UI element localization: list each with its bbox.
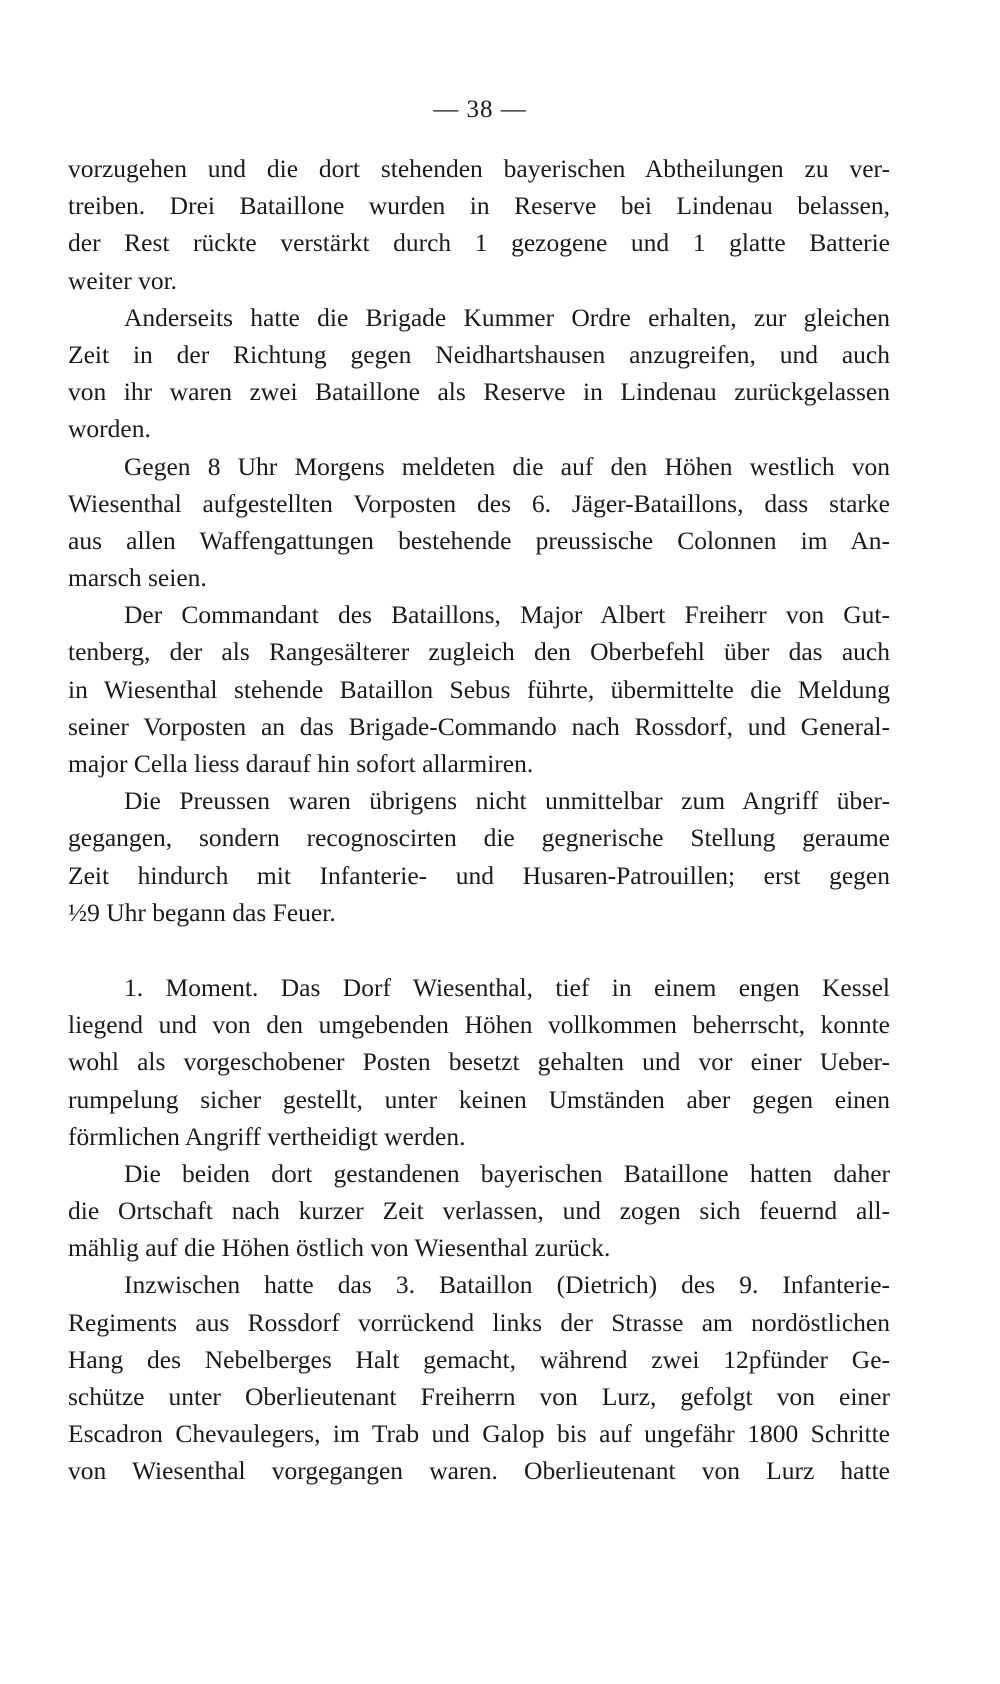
text-line: die Ortschaft nach kurzer Zeit verlassen, und zogen sich feuernd all-	[68, 1196, 890, 1226]
text-line: aus allen Waffengattungen bestehende preussische Colonnen im An-	[68, 525, 890, 555]
text-line: Der Commandant des Bataillons, Major Albert Freiherr von Gut-	[124, 600, 890, 630]
text-line: Anderseits hatte die Brigade Kummer Ordre erhalten, zur gleichen	[124, 302, 890, 332]
text-line: 1. Moment. Das Dorf Wiesenthal, tief in einem engen Kessel	[124, 972, 890, 1002]
text-line: Zeit in der Richtung gegen Neidhartshausen anzugreifen, und auch	[68, 339, 890, 369]
text-line: der Rest rückte verstärkt durch 1 gezogene und 1 glatte Batterie	[68, 228, 890, 258]
text-line: mählig auf die Höhen östlich von Wiesenthal zurück.	[68, 1233, 611, 1263]
text-line: wohl als vorgeschobener Posten besetzt gehalten und vor einer Ueber-	[68, 1047, 890, 1077]
text-line: weiter vor.	[68, 265, 178, 295]
text-line: Gegen 8 Uhr Morgens meldeten die auf den Höhen westlich von	[124, 451, 890, 481]
text-line: Regiments aus Rossdorf vorrückend links der Strasse am nordöstlichen	[68, 1307, 890, 1337]
text-line: worden.	[68, 414, 151, 444]
body-text	[68, 150, 890, 1490]
text-line: seiner Vorposten an das Brigade-Commando nach Rossdorf, und General-	[68, 711, 890, 741]
text-line: Wiesenthal aufgestellten Vorposten des 6. Jäger-Bataillons, dass starke	[68, 488, 890, 518]
text-line: Escadron Chevaulegers, im Trab und Galop bis auf ungefähr 1800 Schritte	[68, 1419, 890, 1449]
text-line: treiben. Drei Bataillone wurden in Reserve bei Lindenau belassen,	[68, 191, 890, 221]
text-line: liegend und von den umgebenden Höhen vollkommen beherrscht, konnte	[68, 1010, 890, 1040]
text-line: Zeit hindurch mit Infanterie- und Husaren-Patrouillen; erst gegen	[68, 860, 890, 890]
text-line: gegangen, sondern recognoscirten die gegnerische Stellung geraume	[68, 823, 890, 853]
text-line: major Cella liess darauf hin sofort allarmiren.	[68, 749, 534, 778]
text-line: Hang des Nebelberges Halt gemacht, während zwei 12pfünder Ge-	[68, 1344, 890, 1374]
text-line: von ihr waren zwei Bataillone als Reserve in Lindenau zurückgelassen	[68, 377, 890, 407]
text-line: Die Preussen waren übrigens nicht unmittelbar zum Angriff über-	[124, 786, 890, 816]
text-line: Inzwischen hatte das 3. Bataillon (Dietrich) des 9. Infanterie-	[124, 1270, 890, 1300]
text-line: von Wiesenthal vorgegangen waren. Oberlieutenant von Lurz hatte	[68, 1456, 890, 1486]
section-gap	[68, 931, 890, 969]
text-line: schütze unter Oberlieutenant Freiherrn von Lurz, gefolgt von einer	[68, 1382, 890, 1411]
text-line: tenberg, der als Rangesälterer zugleich den Oberbefehl über das auch	[68, 637, 890, 667]
text-line: vorzugehen und die dort stehenden bayerischen Abtheilungen zu ver-	[68, 154, 890, 183]
text-line: förmlichen Angriff vertheidigt werden.	[68, 1121, 466, 1151]
page-number: — 38 —	[433, 96, 527, 123]
text-line: Die beiden dort gestandenen bayerischen Bataillone hatten daher	[124, 1158, 890, 1188]
text-line: marsch seien.	[68, 563, 207, 593]
text-line: rumpelung sicher gestellt, unter keinen Umständen aber gegen einen	[68, 1084, 890, 1114]
text-line: ½9 Uhr begann das Feuer.	[68, 897, 336, 927]
text-line: in Wiesenthal stehende Bataillon Sebus führte, übermittelte die Meldung	[68, 674, 890, 704]
